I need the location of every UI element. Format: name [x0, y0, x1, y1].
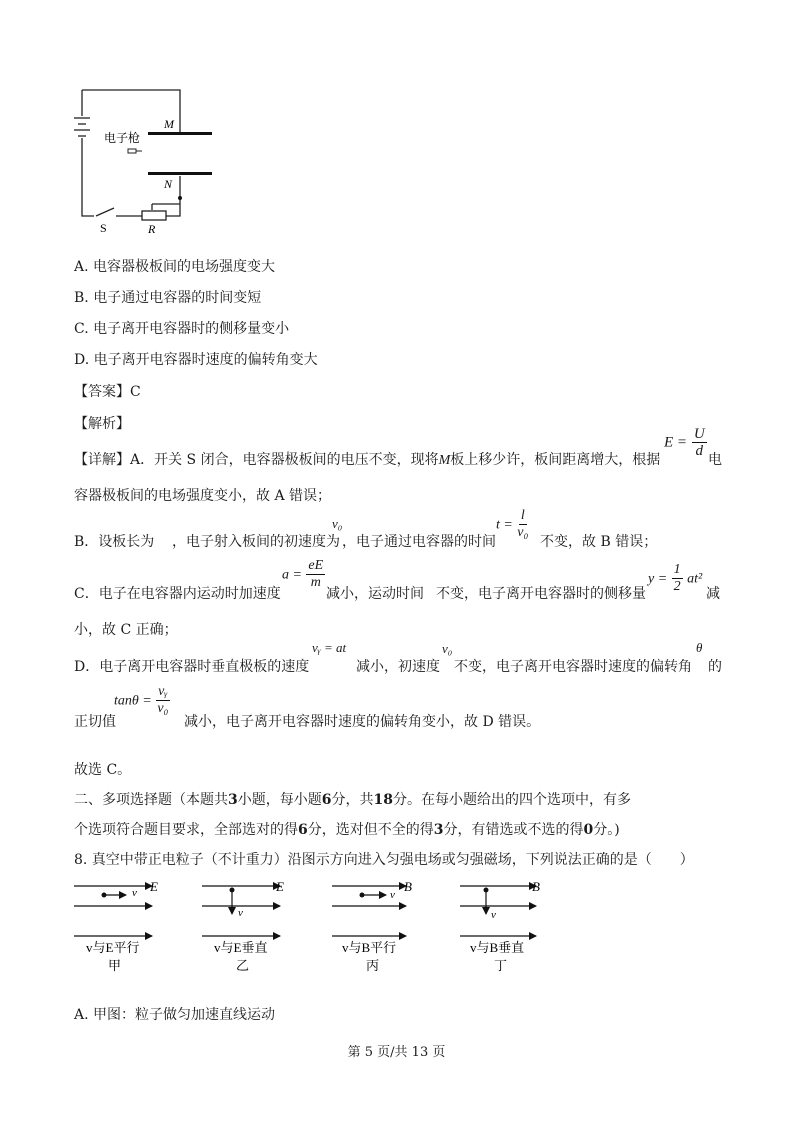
- svg-text:甲: 甲: [108, 958, 122, 973]
- plate-m: [148, 132, 212, 135]
- formula-e: E = $\frac{U}{d}$: [664, 426, 705, 459]
- svg-text:B: B: [404, 879, 412, 894]
- svg-text:v: v: [132, 887, 137, 899]
- q8-field-diagrams: [70, 868, 550, 978]
- symbol-v0: v₀: [332, 516, 343, 531]
- answer: 【答案】C: [74, 384, 141, 400]
- option-a: A. 电容器极板间的电场强度变大: [74, 259, 276, 275]
- circuit-diagram: [60, 80, 260, 240]
- svg-text:v与E平行: v与E平行: [86, 940, 140, 955]
- label-gun: 电子枪: [104, 131, 141, 145]
- panel-ding: [460, 879, 540, 973]
- formula-y: y = $\frac{1}{2}$ at²: [648, 562, 703, 594]
- detail-a-line2: 容器极板间的电场强度变小，故 A 错误；: [74, 488, 332, 504]
- option-d: D. 电子离开电容器时速度的偏转角变大: [74, 352, 318, 368]
- panel-yi: [202, 879, 284, 973]
- formula-t: t = $\frac{l}{\text{v₀}}$: [496, 508, 529, 540]
- detail-a-line1: 【详解】A．开关 S 闭合，电容器极板间的电压不变，现将M板上移少许，板间距离增大，根据: [74, 452, 661, 468]
- q8-option-a: A. 甲图：粒子做匀加速直线运动: [74, 1007, 276, 1023]
- svg-text:v与E垂直: v与E垂直: [214, 940, 268, 955]
- plate-n: [148, 172, 212, 175]
- svg-text:v: v: [390, 889, 395, 901]
- analysis-title: 【解析】: [74, 416, 130, 432]
- label-r: R: [148, 222, 156, 236]
- svg-text:乙: 乙: [236, 958, 250, 973]
- panel-bing: [332, 879, 412, 973]
- option-b: B. 电子通过电容器的时间变短: [74, 290, 262, 306]
- svg-text:丙: 丙: [366, 958, 380, 973]
- q8-stem: 8. 真空中带正电粒子（不计重力）沿图示方向进入匀强电场或匀强磁场，下列说法正确的是（ ）: [74, 852, 694, 868]
- formula-a: a = $\frac{eE}{m}$: [282, 558, 324, 590]
- svg-text:E: E: [276, 879, 284, 894]
- page-footer: 第 5 页/共 13 页: [347, 1045, 446, 1060]
- svg-text:v与B平行: v与B平行: [342, 940, 397, 955]
- svg-text:B: B: [532, 879, 540, 894]
- svg-text:v: v: [491, 909, 496, 921]
- label-m: M: [164, 117, 174, 131]
- svg-text:E: E: [150, 879, 158, 894]
- label-s: S: [100, 221, 107, 235]
- panel-jia: [74, 879, 158, 973]
- svg-text:v与B垂直: v与B垂直: [470, 940, 525, 955]
- option-c: C. 电子离开电容器时的侧移量变小: [74, 321, 290, 337]
- svg-text:v: v: [238, 907, 243, 919]
- section2-line2: 个选项符合题目要求，全部选对的得6分，选对但不全的得3分，有错选或不选的得0分。): [74, 822, 620, 838]
- section2-line1: 二、多项选择题（本题共3小题，每小题6分，共18分。在每小题给出的四个选项中，有多: [74, 792, 631, 808]
- formula-tan: tanθ = $\frac{\text{vᵧ}}{\text{v₀}}$: [114, 684, 169, 716]
- conclusion: 故选 C。: [74, 762, 132, 778]
- electron-gun-icon: [128, 149, 136, 153]
- label-n: N: [164, 177, 173, 191]
- formula-vy: vᵧ = at: [312, 640, 347, 655]
- svg-text:丁: 丁: [494, 958, 508, 973]
- symbol-theta: θ: [696, 640, 703, 655]
